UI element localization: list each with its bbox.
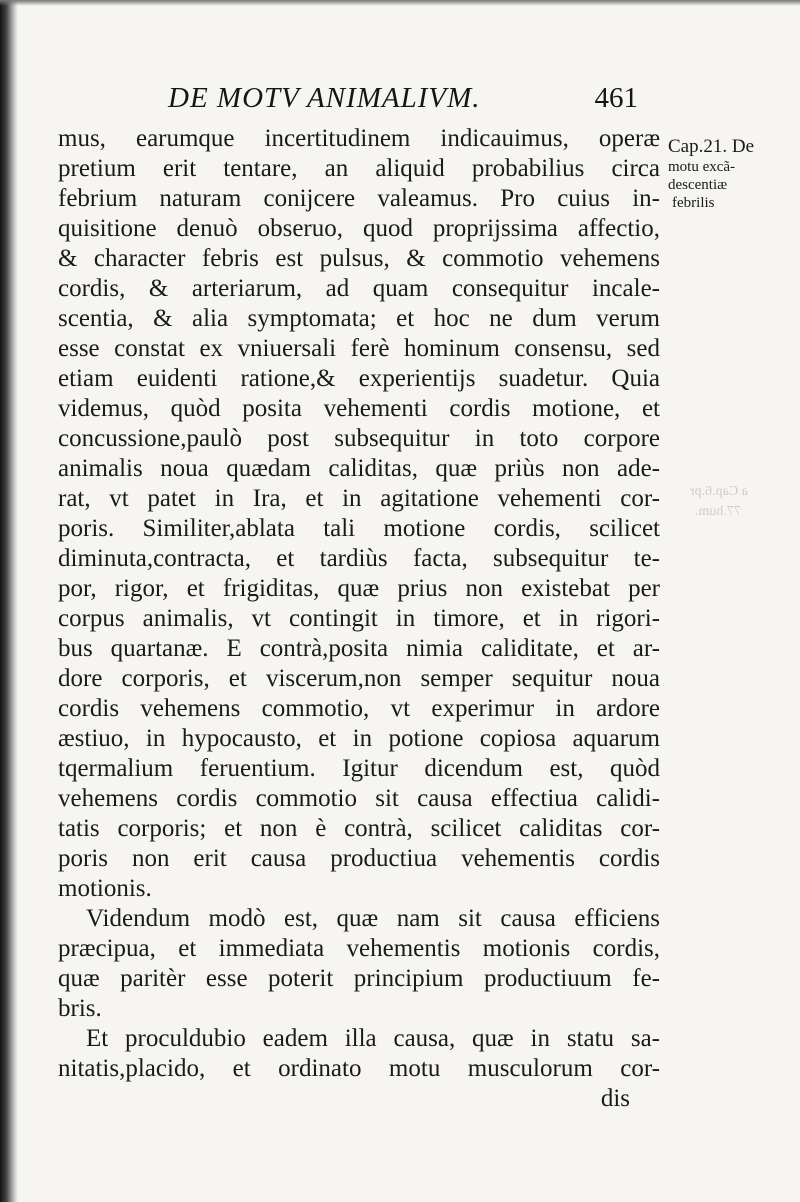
text-line: etiam euidenti ratione,& experientijs suadetur. Quia <box>58 365 660 392</box>
text-line: & character febris est pulsus, & commotio vehemens <box>58 245 660 272</box>
text-line: corpus animalis, vt contingit in timore, et in rigori- <box>58 605 660 632</box>
text-line: tqermalium feruentium. Igitur dicendum est, quòd <box>58 755 660 782</box>
text-line: quisitione denuò obseruo, quod proprijssima affectio, <box>58 215 660 242</box>
marginal-note-line: motu excã- <box>668 159 736 175</box>
text-line: præcipua, et immediata vehementis motionis cordis, <box>58 935 660 962</box>
gutter-shadow <box>0 0 18 1202</box>
marginal-note <box>668 136 796 212</box>
text-line: poris. Similiter,ablata tali motione cordis, scilicet <box>58 515 660 542</box>
text-line: Videndum modò est, quæ nam sit causa efficiens <box>86 905 660 932</box>
page-number: 461 <box>594 82 638 114</box>
text-line: nitatis,placido, et ordinato motu musculorum cor- <box>58 1055 660 1082</box>
text-line: motionis. <box>58 875 152 902</box>
text-line: rat, vt patet in Ira, et in agitatione vehementi cor- <box>58 485 660 512</box>
show-through-text: 77.hum. <box>695 504 741 519</box>
page-header <box>168 82 638 122</box>
marginal-note-line: Cap.21. De <box>668 136 755 157</box>
text-line: videmus, quòd posita vehementi cordis motione, et <box>58 395 660 422</box>
text-line: tatis corporis; et non è contrà, scilicet caliditas cor- <box>58 815 660 842</box>
text-line: por, rigor, et frigiditas, quæ prius non existebat per <box>58 575 660 602</box>
text-line: pretium erit tentare, an aliquid probabilius circa <box>58 155 660 182</box>
text-line: Et proculdubio eadem illa causa, quæ in statu sa- <box>86 1025 660 1052</box>
text-line: mus, earumque incertitudinem indicauimus, operæ <box>58 125 660 152</box>
text-line: animalis noua quædam caliditas, quæ priùs non ade- <box>58 455 660 482</box>
marginal-note-line: febrilis <box>672 195 715 211</box>
text-line: bus quartanæ. E contrà,posita nimia caliditate, et ar- <box>58 635 660 662</box>
text-line: dore corporis, et viscerum,non semper sequitur noua <box>58 665 660 692</box>
text-line: scentia, & alia symptomata; et hoc ne dum verum <box>58 305 660 332</box>
text-line: concussione,paulò post subsequitur in toto corpore <box>58 425 660 452</box>
top-edge-shadow <box>0 0 800 6</box>
text-line: esse constat ex vniuersali ferè hominum consensu, sed <box>58 335 660 362</box>
text-line: diminuta,contracta, et tardiùs facta, subsequitur te- <box>58 545 660 572</box>
text-line: cordis vehemens commotio, vt experimur in ardore <box>58 695 660 722</box>
text-line: cordis, & arteriarum, ad quam consequitur incale- <box>58 275 660 302</box>
text-line: æstiuo, in hypocausto, et in potione copiosa aquarum <box>58 725 660 752</box>
text-line: bris. <box>58 995 102 1022</box>
marginal-note-line: descentiæ <box>668 177 728 193</box>
show-through-text: a Cap.6.pr <box>690 484 748 499</box>
text-line: vehemens cordis commotio sit causa effectiua calidi- <box>58 785 660 812</box>
body-text <box>58 124 660 1114</box>
text-line: poris non erit causa productiua vehementis cordis <box>58 845 660 872</box>
running-title: DE MOTV ANIMALIVM. <box>168 82 481 114</box>
text-line: quæ paritèr esse poterit principium productiuum fe- <box>58 965 660 992</box>
text-line: febrium naturam conijcere valeamus. Pro cuius in- <box>58 185 660 212</box>
catchword: dis <box>600 1085 630 1112</box>
